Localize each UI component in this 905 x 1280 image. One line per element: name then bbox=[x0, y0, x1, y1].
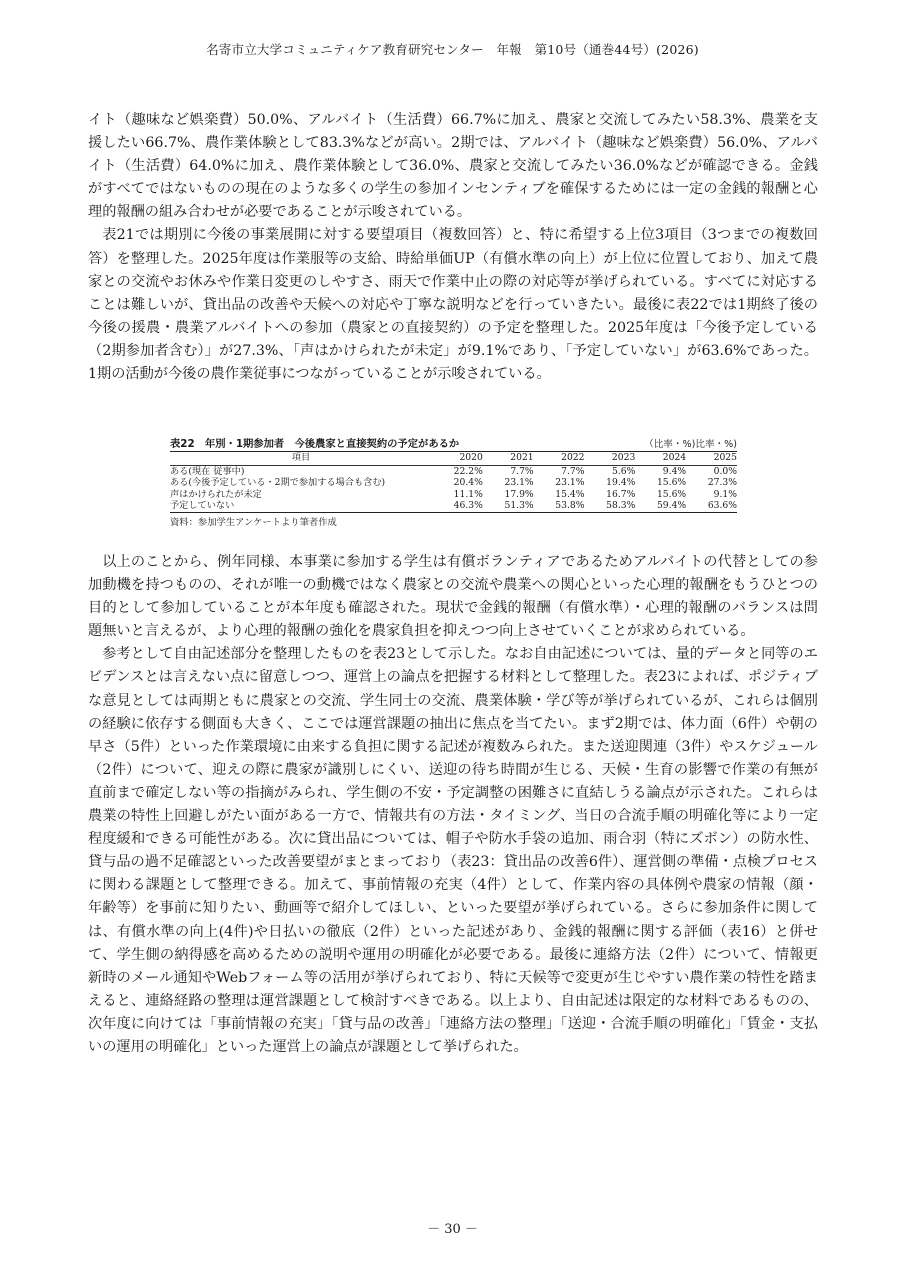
row-label: 声はかけられたが未定 bbox=[170, 488, 262, 500]
column-header-year: 2023 bbox=[584, 452, 635, 465]
table-row bbox=[170, 489, 737, 501]
table-cell: 16.7% bbox=[606, 488, 636, 500]
table-cell: 7.7% bbox=[561, 465, 585, 477]
table-row bbox=[170, 477, 737, 489]
page-number: － 30 － bbox=[427, 1222, 478, 1237]
column-header-item: 項目 bbox=[170, 452, 432, 465]
table-cell: 22.2% bbox=[453, 465, 483, 477]
row-label: 予定していない bbox=[170, 500, 432, 512]
table-cell: 19.4% bbox=[606, 477, 636, 488]
table-cell: 46.3% bbox=[432, 500, 483, 512]
table-cell: 0.0% bbox=[713, 465, 737, 477]
table-cell: 7.7% bbox=[510, 465, 534, 477]
paragraph: 参考として自由記述部分を整理したものを表23として示した。なお自由記述については、量的データと同等のエビデンスとは言えない点に留意しつつ、運営上の論点を把握する材料として整理した。表23によれば、ポジティブな意見としては両期ともに農家との交流、学生同士の交流、農業体験・学び等が挙げられているが、これらは個別の経験に依存する側面も大きく、ここでは運営課題の抽出に焦点を当てたい。まず2期では、体力面（6件）や朝の早さ（5件）といった作業環境に由来する負担に関する記述が複数みられた。また送迎関連（3件）やスケジュール（2件）について、迎えの際に農家が識別しにくい、送迎の待ち時間が生じる、天候・生育の影響で作業の有無が直前まで確定しない等の指摘がみられ、学生側の不安・予定調整の困難さに直結しうる論点が示された。これらは農業の特性上回避しがたい面がある一方で、情報共有の方法・タイミング、当日の合流手順の明確化等により一定程度緩和できる可能性がある。次に貸出品については、帽子や防水手袋の追加、雨合羽（特にズボン）の防水性、貸与品の過不足確認といった改善要望がまとまっており（表23：貸出品の改善6件）、運営側の準備・点検プロセスに関わる課題として整理できる。加えて、事前情報の充実（4件）として、作業内容の具体例や農家の情報（顔・年齢等）を事前に知りたい、動画等で紹介してほしい、といった要望が挙げられている。さらに参加条件に関しては、有償水準の向上(4件)や日払いの徹底（2件）といった記述があり、金銭的報酬に関する評価（表16）と併せて、学生側の納得感を高めるための説明や運用の明確化が必要である。最後に連絡方法（2件）について、情報更新時のメール通知やWebフォーム等の活用が挙げられており、特に天候等で変更が生じやすい農作業の特性を踏まえると、連絡経路の整理は運営課題として検討すべきである。以上より、自由記述は限定的な材料であるものの、次年度に向けては「事前情報の充実」「貸与品の改善」「連絡方法の整理」「送迎・合流手順の明確化」「賃金・支払いの運用の明確化」といった運営上の論点が課題として挙げられた。 bbox=[88, 646, 818, 1055]
table-cell: 5.6% bbox=[611, 465, 636, 477]
paragraph: 以上のことから、例年同様、本事業に参加する学生は有償ボランティアであるためアルバイトの代替としての参加動機を持つものの、それが唯一の動機ではなく農家との交流や農業への関心といった心理的報酬をもうひとつの目的として参加していることが本年度も確認された。現状で金銭的報酬（有償水準）・心理的報酬のバランスは問題無いと言えるが、より心理的報酬の強化を農家負担を抑えつつ向上させていくことが求められている。 bbox=[88, 554, 818, 640]
table-cell: 59.4% bbox=[635, 500, 686, 512]
table-cell: 20.4% bbox=[453, 477, 483, 488]
table-cell: 15.4% bbox=[555, 488, 585, 500]
body-text-bottom bbox=[88, 551, 818, 1059]
table-cell: 23.1% bbox=[555, 477, 585, 488]
table-cell: 58.3% bbox=[584, 500, 635, 512]
data-table bbox=[170, 452, 737, 513]
table-header-row bbox=[170, 452, 737, 465]
table-unit: （比率・%)比率・%) bbox=[644, 439, 737, 450]
column-header-year: 2021 bbox=[483, 452, 534, 465]
row-label: ある(現在 従事中) bbox=[170, 465, 245, 477]
table-cell: 11.1% bbox=[453, 488, 483, 500]
column-header-year: 2024 bbox=[635, 452, 686, 465]
paragraph: イト（趣味など娯楽費）50.0%、アルバイト（生活費）66.7%に加え、農家と交流してみたい58.3%、農業を支援したい66.7%、農作業体験として83.3%などが高い。2期では、アルバイト（趣味など娯楽費）56.0%、アルバイト（生活費）64.0%に加え、農作業体験として36.0%、農家と交流してみたい36.0%などが確認できる。金銭がすべてではないものの現在のような多くの学生の参加インセンティブを確保するためには一定の金銭的報酬と心理的報酬の組み合わせが必要であることが示唆されている。 bbox=[88, 112, 818, 221]
paragraph: 表21では期別に今後の事業展開に対する要望項目（複数回答）と、特に希望する上位3項目（3つまでの複数回答）を整理した。2025年度は作業服等の支給、時給単価UP（有償水準の向上）が上位に位置しており、加えて農家との交流やお休みや作業日変更のしやすさ、雨天で作業中止の際の対応等が挙げられている。すべてに対応することは難しいが、貸出品の改善や天候への対応や丁寧な説明などを行っていきたい。最後に表22では1期終了後の今後の援農・農業アルバイトへの参加（農家との直接契約）の予定を整理した。2025年度は「今後予定している（2期参加者含む）」が27.3%、「声はかけられたが未定」が9.1%であり、「予定していない」が63.6%であった。1期の活動が今後の農作業従事につながっていることが示唆されている。 bbox=[88, 227, 818, 383]
column-header-year: 2025 bbox=[686, 452, 737, 465]
table-row bbox=[170, 465, 737, 477]
table-22 bbox=[170, 435, 737, 528]
table-title: 表22 年別・1期参加者 今後農家と直接契約の予定があるか bbox=[170, 438, 460, 450]
table-cell: 53.8% bbox=[534, 500, 585, 512]
table-source: 資料：参加学生アンケートより筆者作成 bbox=[170, 516, 337, 528]
table-cell: 15.6% bbox=[656, 477, 687, 488]
table-cell: 23.1% bbox=[504, 477, 534, 488]
table-cell: 17.9% bbox=[504, 488, 534, 500]
row-label: ある(今後予定している・2期で参加する場合も含む) bbox=[170, 477, 386, 488]
body-text-top bbox=[88, 109, 818, 386]
table-cell: 9.4% bbox=[662, 465, 687, 477]
table-row bbox=[170, 500, 737, 512]
table-cell: 9.1% bbox=[713, 488, 737, 500]
table-caption-row bbox=[170, 435, 737, 452]
table-cell: 51.3% bbox=[483, 500, 534, 512]
column-header-year: 2020 bbox=[432, 452, 483, 465]
table-cell: 27.3% bbox=[707, 477, 737, 488]
table-cell: 15.6% bbox=[656, 488, 687, 500]
column-header-year: 2022 bbox=[534, 452, 585, 465]
running-header: 名寄市立大学コミュニティケア教育研究センター 年報 第10号（通巻44号）(2026) bbox=[206, 42, 699, 57]
table-cell: 63.6% bbox=[686, 500, 737, 512]
